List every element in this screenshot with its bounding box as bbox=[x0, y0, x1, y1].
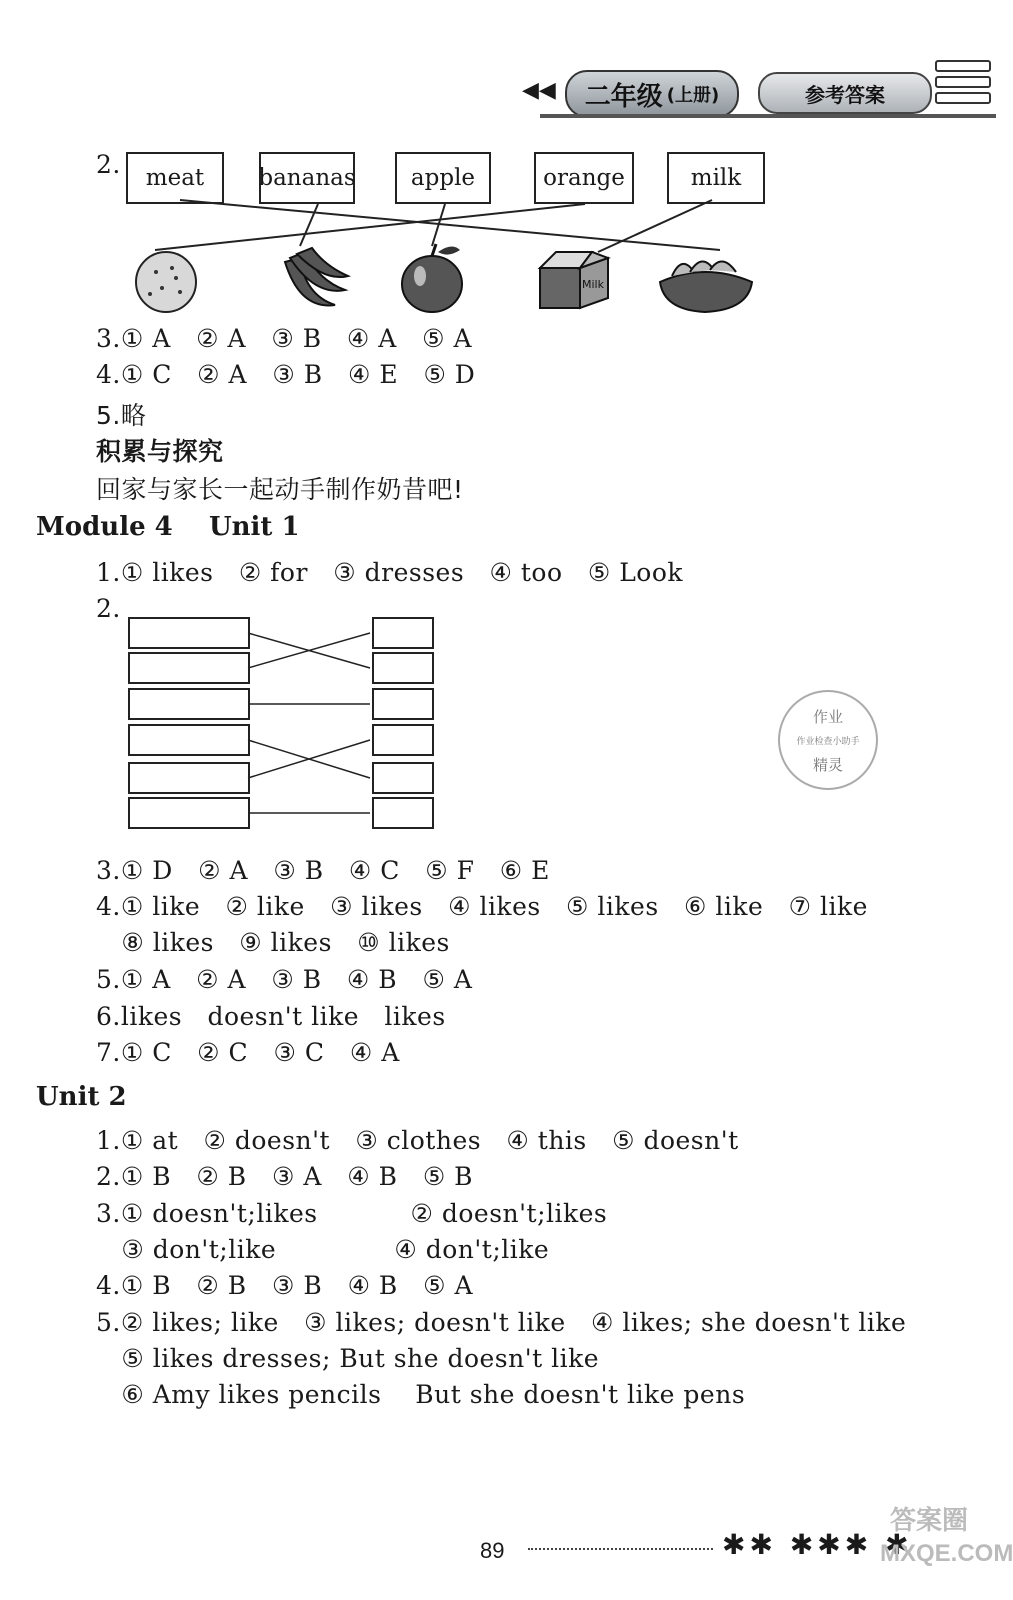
answer-line: 5.略 bbox=[96, 401, 147, 430]
orange-icon bbox=[136, 252, 196, 312]
answer-line: 5.② likes; like ③ likes; doesn't like ④ likes; she doesn't like bbox=[96, 1308, 907, 1337]
apple-icon bbox=[402, 244, 462, 312]
word-box-apple: apple bbox=[395, 152, 491, 204]
watermark-logo: 答案圈 bbox=[890, 1506, 969, 1536]
answer-line: 4.① like ② like ③ likes ④ likes ⑤ likes ⑥ like ⑦ like bbox=[96, 892, 868, 921]
jilei-text: 回家与家长一起动手制作奶昔吧! bbox=[96, 475, 464, 504]
answer-line: 2.① B ② B ③ A ④ B ⑤ B bbox=[96, 1162, 474, 1191]
match-line-bananas bbox=[300, 204, 318, 246]
stamp-line3: 精灵 bbox=[812, 756, 843, 774]
answer-line: 5.① A ② A ③ B ④ B ⑤ A bbox=[96, 965, 473, 994]
grade-text: 二年级 bbox=[584, 81, 663, 112]
answer-line: 7.① C ② C ③ C ④ A bbox=[96, 1038, 400, 1067]
section-heading-jilei: 积累与探究 bbox=[96, 437, 224, 466]
milk-carton-icon bbox=[540, 252, 608, 308]
answer-tab: 参考答案 bbox=[758, 72, 932, 114]
double-left-arrow-icon: ◀◀ bbox=[522, 78, 556, 103]
answer-line: ⑥ Amy likes pencils But she doesn't like pens bbox=[96, 1380, 746, 1409]
meat-bowl-icon bbox=[660, 261, 752, 312]
word-box-milk: milk bbox=[667, 152, 765, 204]
unit2-title: Unit 2 bbox=[36, 1082, 127, 1112]
answer-line: ③ don't;like ④ don't;like bbox=[96, 1235, 550, 1264]
answer-line: 3.① A ② A ③ B ④ A ⑤ A bbox=[96, 324, 473, 353]
dotted-leader bbox=[528, 1548, 713, 1550]
term-text: (上册) bbox=[666, 85, 720, 106]
answer-line: 4.① C ② A ③ B ④ E ⑤ D bbox=[96, 360, 476, 389]
answer-line: ⑤ likes dresses; But she doesn't like bbox=[96, 1344, 600, 1373]
stars-decoration-icon: ✱✱ ✱✱✱ ✱ bbox=[722, 1528, 913, 1561]
stamp-line1: 作业 bbox=[812, 708, 843, 726]
q2-number: 2. bbox=[96, 150, 121, 179]
homework-stamp bbox=[778, 690, 878, 790]
watermark-url: MXQE.COM bbox=[880, 1540, 1013, 1567]
word-box-orange: orange bbox=[534, 152, 634, 204]
svg-text:Milk: Milk bbox=[582, 278, 604, 291]
answer-line: 6.likes doesn't like likes bbox=[96, 1002, 446, 1031]
match-line-orange bbox=[155, 204, 585, 250]
match-line-meat bbox=[180, 200, 720, 250]
answer-line: 3.① D ② A ③ B ④ C ⑤ F ⑥ E bbox=[96, 856, 550, 885]
food-matching-diagram bbox=[0, 0, 996, 330]
answer-line: 3.① doesn't;likes ② doesn't;likes bbox=[96, 1199, 608, 1228]
answer-line: 1.① likes ② for ③ dresses ④ too ⑤ Look bbox=[96, 558, 684, 587]
bananas-icon bbox=[285, 248, 348, 305]
word-box-bananas: bananas bbox=[259, 152, 355, 204]
answer-line: 1.① at ② doesn't ③ clothes ④ this ⑤ doesn't bbox=[96, 1126, 739, 1155]
answer-line: ⑧ likes ⑨ likes ⑩ likes bbox=[96, 928, 450, 957]
word-box-meat: meat bbox=[126, 152, 224, 204]
page-number: 89 bbox=[480, 1538, 505, 1563]
module4-unit1-title: Module 4 Unit 1 bbox=[36, 512, 300, 542]
stamp-line2: 作业检查小助手 bbox=[796, 737, 860, 747]
answer-line: 2. bbox=[96, 594, 121, 623]
answer-line: 4.① B ② B ③ B ④ B ⑤ A bbox=[96, 1271, 474, 1300]
